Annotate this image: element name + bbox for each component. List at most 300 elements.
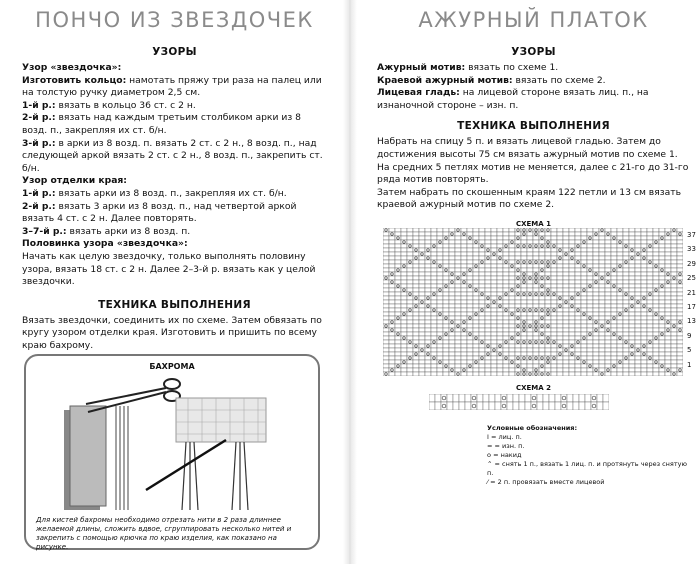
chart-cell: [455, 320, 461, 324]
chart-cell: [477, 394, 483, 402]
chart-cell: [629, 260, 635, 264]
chart-cell: [401, 280, 407, 284]
page-title-poncho: ПОНЧО ИЗ ЗВЕЗДОЧЕК: [35, 8, 314, 32]
chart-cell: [419, 264, 425, 268]
chart-cell: [473, 292, 479, 296]
chart-cell: [509, 268, 515, 272]
chart-cell: [581, 368, 587, 372]
chart-cell: [617, 260, 623, 264]
chart-cell: [623, 348, 629, 352]
chart-cell: [461, 252, 467, 256]
chart-cell: [437, 300, 443, 304]
chart-cell: [575, 348, 581, 352]
chart-cell: [599, 252, 605, 256]
chart-cell: [413, 272, 419, 276]
chart-cell: [389, 248, 395, 252]
chart-cell: [515, 272, 521, 276]
chart-cell: [527, 352, 533, 356]
chart-cell: [407, 264, 413, 268]
chart-cell: [665, 308, 671, 312]
chart-cell: [599, 336, 605, 340]
chart-cell: [383, 328, 389, 332]
chart-cell: [383, 308, 389, 312]
chart-cell: [599, 304, 605, 308]
chart-cell: [677, 268, 683, 272]
chart-cell: [437, 272, 443, 276]
chart-cell: [671, 232, 677, 236]
half-star-text: Начать как целую звездочку, только выполнять половину узора, вязать 18 ст. с 2 н. Далее 2–3-й р. вязать как у целой звездочки.: [22, 250, 316, 288]
chart-cell: [509, 324, 515, 328]
chart-cell: [677, 256, 683, 260]
chart-cell: [497, 288, 503, 292]
chart-cell: [605, 332, 611, 336]
ring-text: намотать пряжу три раза на палец или на толстую ручку диаметром 2,5 см.: [22, 74, 322, 99]
chart-cell: [623, 352, 629, 356]
chart-cell: [485, 372, 491, 376]
chart-cell: [449, 332, 455, 336]
chart-cell: [629, 372, 635, 376]
chart-cell: [593, 240, 599, 244]
chart-cell: [665, 324, 671, 328]
chart-cell: [447, 394, 453, 402]
chart-cell: [629, 308, 635, 312]
chart-cell: [623, 276, 629, 280]
chart-cell: [611, 272, 617, 276]
chart-cell: [533, 344, 539, 348]
chart-cell: [611, 328, 617, 332]
chart-cell: [659, 296, 665, 300]
chart-cell: [551, 284, 557, 288]
chart-cell: [437, 256, 443, 260]
chart-cell: [653, 356, 659, 360]
chart-cell: [443, 340, 449, 344]
chart-cell: [509, 364, 515, 368]
chart-cell: [473, 252, 479, 256]
chart-cell: [581, 292, 587, 296]
chart-cell: [557, 300, 563, 304]
chart-cell: [563, 260, 569, 264]
chart-cell: [569, 240, 575, 244]
chart-cell: [479, 324, 485, 328]
chart-cell: [575, 256, 581, 260]
chart-cell: [581, 340, 587, 344]
chart-cell: [485, 312, 491, 316]
chart-cell: [485, 308, 491, 312]
chart-cell: [569, 356, 575, 360]
chart-cell: [479, 312, 485, 316]
chart-cell: [395, 356, 401, 360]
chart-cell: [617, 300, 623, 304]
chart-cell: [443, 252, 449, 256]
chart-cell: [473, 260, 479, 264]
chart-cell: [569, 264, 575, 268]
chart-cell: [395, 308, 401, 312]
fringe-illustration: [26, 370, 318, 520]
chart-cell: [665, 236, 671, 240]
chart-cell: [455, 272, 461, 276]
chart-cell: [383, 292, 389, 296]
chart-cell: [461, 288, 467, 292]
chart-cell: [623, 336, 629, 340]
chart-cell: [449, 304, 455, 308]
chart-cell: [653, 296, 659, 300]
chart-cell: [551, 236, 557, 240]
chart-cell: [587, 340, 593, 344]
chart-cell: [503, 232, 509, 236]
chart-cell: [533, 240, 539, 244]
chart-cell: [497, 316, 503, 320]
chart-cell: [455, 292, 461, 296]
chart-cell: [407, 248, 413, 252]
chart-cell: [491, 272, 497, 276]
chart-cell: [671, 280, 677, 284]
chart-cell: [389, 324, 395, 328]
chart-cell: [395, 280, 401, 284]
chart-cell: [503, 276, 509, 280]
chart-cell: [623, 280, 629, 284]
chart-cell: [473, 236, 479, 240]
chart-cell: [425, 272, 431, 276]
chart-cell: [413, 264, 419, 268]
motif-2: [377, 75, 690, 88]
chart-cell: [443, 296, 449, 300]
chart-cell: [665, 292, 671, 296]
chart-cell: [443, 232, 449, 236]
chart-cell: [389, 312, 395, 316]
chart-cell: [671, 296, 677, 300]
chart-cell: [659, 232, 665, 236]
chart-cell: [659, 336, 665, 340]
chart-cell: [527, 272, 533, 276]
chart-cell: [653, 292, 659, 296]
chart-cell: [653, 228, 659, 232]
chart-cell: [425, 340, 431, 344]
chart-cell: [635, 280, 641, 284]
chart-cell: [593, 364, 599, 368]
scheme-2-grid: [429, 394, 609, 410]
chart-cell: [449, 244, 455, 248]
chart-cell: [647, 232, 653, 236]
chart-cell: [401, 284, 407, 288]
chart-cell: [635, 352, 641, 356]
chart-cell: [465, 394, 471, 402]
chart-cell: [443, 244, 449, 248]
chart-cell: [527, 264, 533, 268]
chart-cell: [623, 332, 629, 336]
chart-cell: [449, 248, 455, 252]
chart-cell: [665, 344, 671, 348]
chart-cell: [419, 280, 425, 284]
chart-cell: [573, 402, 579, 410]
chart-cell: [527, 328, 533, 332]
chart-cell: [455, 232, 461, 236]
chart-cell: [389, 236, 395, 240]
chart-cell: [491, 280, 497, 284]
chart-cell: [617, 352, 623, 356]
chart-cell: [383, 288, 389, 292]
chart-cell: [383, 348, 389, 352]
legend-text: = изн. п.: [494, 441, 525, 450]
chart-cell: [539, 252, 545, 256]
chart-cell: [647, 296, 653, 300]
chart-cell: [491, 288, 497, 292]
chart-cell: [641, 324, 647, 328]
chart-cell: [401, 232, 407, 236]
chart-cell: [629, 240, 635, 244]
motif-text: вязать по схеме 1.: [465, 62, 559, 73]
chart-cell: [599, 340, 605, 344]
chart-cell: [533, 332, 539, 336]
chart-cell: [587, 344, 593, 348]
chart-cell: [557, 260, 563, 264]
chart-cell: [611, 256, 617, 260]
chart-cell: [575, 296, 581, 300]
chart-cell: [437, 372, 443, 376]
chart-cell: [557, 332, 563, 336]
chart-cell: [431, 284, 437, 288]
chart-cell: [419, 248, 425, 252]
chart-cell: [605, 292, 611, 296]
chart-cell: [401, 256, 407, 260]
chart-cell: [545, 368, 551, 372]
chart-cell: [665, 264, 671, 268]
chart-cell: [479, 252, 485, 256]
chart-cell: [635, 324, 641, 328]
chart-cell: [581, 352, 587, 356]
chart-cell: [467, 244, 473, 248]
chart-cell: [467, 248, 473, 252]
chart-cell: [563, 356, 569, 360]
chart-cell: [395, 360, 401, 364]
chart-cell: [635, 308, 641, 312]
chart-cell: [389, 252, 395, 256]
chart-cell: [491, 312, 497, 316]
chart-cell: [473, 368, 479, 372]
chart-cell: [491, 276, 497, 280]
chart-cell: [521, 344, 527, 348]
chart-cell: [401, 348, 407, 352]
chart-cell: [539, 232, 545, 236]
chart-cell: [437, 284, 443, 288]
chart-cell: [581, 308, 587, 312]
chart-cell: [491, 328, 497, 332]
chart-cell: [665, 252, 671, 256]
chart-cell: [497, 348, 503, 352]
chart-cell: [629, 328, 635, 332]
chart-cell: [569, 280, 575, 284]
chart-cell: [509, 352, 515, 356]
chart-cell: [569, 244, 575, 248]
chart-cell: [467, 308, 473, 312]
chart-cell: [515, 280, 521, 284]
chart-cell: [533, 284, 539, 288]
motif-text: на лицевой стороне вязать лиц. п., на изнаночной стороне – изн. п.: [377, 87, 649, 111]
chart-cell: [485, 272, 491, 276]
chart-cell: [477, 402, 483, 410]
chart-cell: [497, 332, 503, 336]
chart-cell: [635, 312, 641, 316]
chart-cell: [647, 348, 653, 352]
chart-cell: [515, 240, 521, 244]
chart-cell: [509, 296, 515, 300]
chart-cell: [647, 276, 653, 280]
chart-cell: [455, 288, 461, 292]
legend-item: [487, 478, 690, 487]
chart-cell: [383, 264, 389, 268]
chart-cell: [491, 368, 497, 372]
chart-cell: [431, 276, 437, 280]
chart-cell: [581, 296, 587, 300]
chart-cell: [419, 236, 425, 240]
chart-cell: [491, 340, 497, 344]
fringe-illustration-box: [24, 354, 320, 550]
chart-cell: [425, 276, 431, 280]
chart-cell: [641, 292, 647, 296]
chart-cell: [659, 360, 665, 364]
chart-cell: [449, 364, 455, 368]
chart-cell: [443, 344, 449, 348]
chart-cell: [635, 292, 641, 296]
chart-cell: [527, 316, 533, 320]
chart-cell: [443, 240, 449, 244]
chart-cell: [521, 300, 527, 304]
chart-cell: [479, 256, 485, 260]
chart-cell: [647, 288, 653, 292]
chart-cell: [587, 288, 593, 292]
chart-cell: [485, 228, 491, 232]
chart-cell: [491, 352, 497, 356]
chart-cell: [515, 344, 521, 348]
chart-cell: [495, 394, 501, 402]
chart-cell: [659, 372, 665, 376]
chart-cell: [419, 296, 425, 300]
chart-cell: [503, 368, 509, 372]
chart-cell: [419, 328, 425, 332]
chart-cell: [527, 332, 533, 336]
chart-cell: [599, 256, 605, 260]
chart-cell: [513, 394, 519, 402]
chart-cell: [503, 256, 509, 260]
chart-cell: [497, 324, 503, 328]
motif-3: [377, 87, 690, 112]
chart-cell: [563, 368, 569, 372]
chart-cell: [671, 236, 677, 240]
chart-cell: [659, 280, 665, 284]
chart-cell: [659, 304, 665, 308]
chart-cell: [449, 228, 455, 232]
chart-cell: [491, 264, 497, 268]
chart-cell: [437, 308, 443, 312]
chart-cell: [611, 228, 617, 232]
chart-cell: [461, 276, 467, 280]
chart-cell: [551, 348, 557, 352]
chart-cell: [485, 264, 491, 268]
chart-cell: [459, 402, 465, 410]
chart-cell: [473, 372, 479, 376]
chart-cell: [671, 356, 677, 360]
chart-cell: [461, 336, 467, 340]
row-label: 1-й р.:: [22, 99, 56, 111]
chart-cell: [497, 300, 503, 304]
chart-cell: [677, 308, 683, 312]
chart-cell: [455, 240, 461, 244]
chart-cell: [641, 332, 647, 336]
chart-cell: [479, 232, 485, 236]
chart-cell: [611, 368, 617, 372]
fringe-title: БАХРОМА: [149, 362, 195, 371]
chart-cell: [425, 312, 431, 316]
chart-cell: [653, 348, 659, 352]
chart-cell: [533, 304, 539, 308]
chart-cell: [491, 232, 497, 236]
chart-cell: [383, 300, 389, 304]
chart-cell: [509, 340, 515, 344]
chart-cell: [599, 296, 605, 300]
chart-cell: [473, 320, 479, 324]
chart-cell: [593, 244, 599, 248]
chart-cell: [581, 276, 587, 280]
chart-cell: [509, 304, 515, 308]
chart-cell: [503, 372, 509, 376]
chart-cell: [515, 288, 521, 292]
chart-cell: [525, 402, 531, 410]
chart-cell: [659, 244, 665, 248]
chart-cell: [395, 372, 401, 376]
chart-cell: [551, 248, 557, 252]
chart-cell: [407, 296, 413, 300]
chart-cell: [443, 368, 449, 372]
chart-cell: [507, 394, 513, 402]
chart-cell: [425, 336, 431, 340]
chart-cell: [401, 272, 407, 276]
chart-cell: [491, 336, 497, 340]
chart-cell: [581, 316, 587, 320]
chart-cell: [527, 240, 533, 244]
chart-cell: [677, 240, 683, 244]
chart-cell: [665, 348, 671, 352]
chart-cell: [647, 332, 653, 336]
chart-cell: [557, 340, 563, 344]
chart-cell: [575, 336, 581, 340]
chart-cell: [509, 332, 515, 336]
chart-cell: [605, 296, 611, 300]
chart-cell: [389, 336, 395, 340]
chart-cell: [503, 284, 509, 288]
chart-cell: [563, 328, 569, 332]
chart-cell: [593, 300, 599, 304]
chart-cell: [479, 228, 485, 232]
chart-cell: [383, 344, 389, 348]
chart-cell: [455, 312, 461, 316]
chart-cell: [647, 252, 653, 256]
chart-cell: [539, 352, 545, 356]
chart-cell: [647, 364, 653, 368]
row-number: 13: [687, 317, 696, 326]
chart-cell: [597, 402, 603, 410]
chart-cell: [473, 344, 479, 348]
chart-cell: [617, 256, 623, 260]
chart-cell: [581, 344, 587, 348]
chart-cell: [603, 402, 609, 410]
chart-cell: [419, 284, 425, 288]
legend-symbol: ⁄: [487, 477, 489, 486]
chart-cell: [569, 324, 575, 328]
chart-cell: [671, 364, 677, 368]
chart-cell: [515, 232, 521, 236]
chart-cell: [521, 268, 527, 272]
chart-cell: [605, 348, 611, 352]
chart-cell: [533, 336, 539, 340]
